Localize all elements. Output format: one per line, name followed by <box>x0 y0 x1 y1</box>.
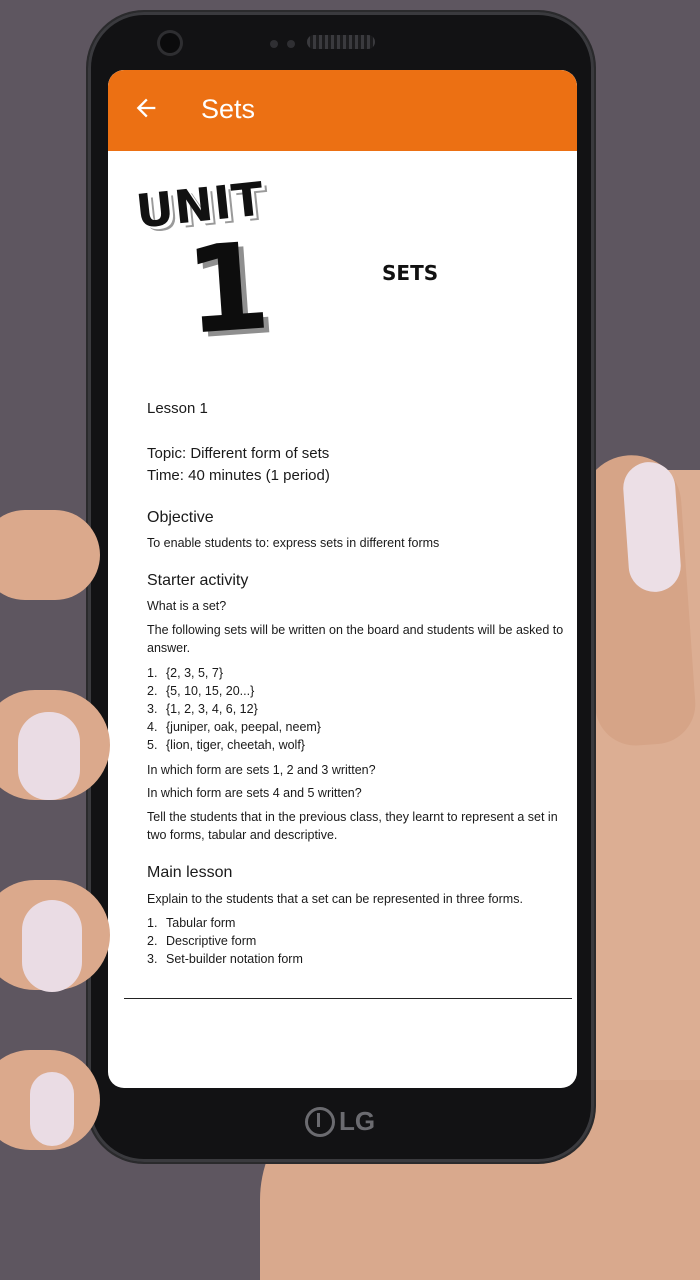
page-divider <box>124 998 572 999</box>
earpiece-speaker <box>307 35 375 49</box>
brand-logo <box>305 1106 375 1137</box>
unit-number: 1 <box>181 217 275 362</box>
list-text: Descriptive form <box>166 934 257 948</box>
list-text: Tabular form <box>166 916 236 930</box>
starter-intro: The following sets will be written on the board and students will be asked to answer. <box>147 623 564 655</box>
fingernail <box>22 900 82 992</box>
sensor-dot <box>270 40 278 48</box>
list-number: 1. <box>147 666 158 680</box>
brand-text: LG <box>339 1106 376 1136</box>
finger-index <box>0 510 100 600</box>
back-arrow-icon[interactable] <box>132 94 160 122</box>
objective-heading: Objective <box>147 509 214 526</box>
list-text: {lion, tiger, cheetah, wolf} <box>166 738 305 752</box>
phone-screen <box>108 70 577 1088</box>
time-text: Time: 40 minutes (1 period) <box>147 467 330 484</box>
list-text: {2, 3, 5, 7} <box>166 666 223 680</box>
list-item <box>147 736 321 754</box>
list-item <box>147 914 303 932</box>
list-item <box>147 664 321 682</box>
list-text: {juniper, oak, peepal, neem} <box>166 720 321 734</box>
lesson-label: Lesson 1 <box>147 400 208 417</box>
front-camera <box>160 33 180 53</box>
tell-text: Tell the students that in the previous class, they learnt to represent a set in two forms, tabular and descriptive. <box>147 810 558 842</box>
list-item <box>147 950 303 968</box>
fingernail <box>18 712 80 800</box>
sets-list <box>147 664 321 754</box>
list-number: 2. <box>147 684 158 698</box>
list-text: Set-builder notation form <box>166 952 303 966</box>
app-bar <box>108 70 577 151</box>
fingernail <box>30 1072 74 1146</box>
list-item <box>147 682 321 700</box>
list-item <box>147 718 321 736</box>
starter-heading: Starter activity <box>147 572 249 589</box>
list-number: 1. <box>147 916 158 930</box>
list-text: {5, 10, 15, 20...} <box>166 684 255 698</box>
list-number: 4. <box>147 720 158 734</box>
list-number: 5. <box>147 738 158 752</box>
question-2: In which form are sets 4 and 5 written? <box>147 786 362 800</box>
list-item <box>147 700 321 718</box>
list-item <box>147 932 303 950</box>
objective-text: To enable students to: express sets in different forms <box>147 536 440 550</box>
thumb-nail <box>622 460 683 593</box>
unit-word: UNIT <box>133 171 267 239</box>
list-number: 2. <box>147 934 158 948</box>
forms-list <box>147 914 303 968</box>
question-1: In which form are sets 1, 2 and 3 written? <box>147 763 376 777</box>
topic-text: Topic: Different form of sets <box>147 445 330 462</box>
app-bar-title: Sets <box>201 94 256 124</box>
list-text: {1, 2, 3, 4, 6, 12} <box>166 702 258 716</box>
sensor-dot <box>287 40 295 48</box>
list-number: 3. <box>147 952 158 966</box>
starter-question: What is a set? <box>147 599 227 613</box>
list-number: 3. <box>147 702 158 716</box>
lg-logo-icon <box>305 1107 335 1137</box>
main-lesson-heading: Main lesson <box>147 864 233 881</box>
topic-block <box>147 443 330 487</box>
main-lesson-text: Explain to the students that a set can be represented in three forms. <box>147 892 523 906</box>
chapter-heading: SETS <box>382 261 439 285</box>
